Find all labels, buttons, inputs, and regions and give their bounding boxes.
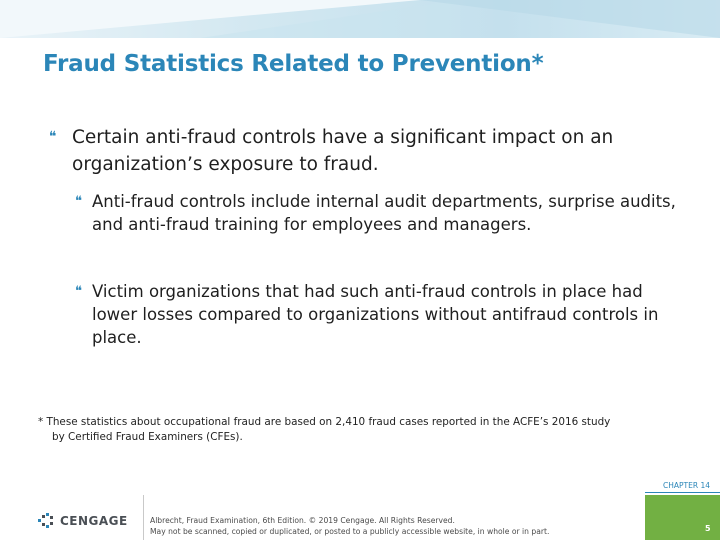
bullet-text: Victim organizations that had such anti-fraud controls in place had lower losses compared to organizations without antifraud controls in place. [92, 282, 659, 347]
fleuron-bullet-icon: ❝ [49, 129, 57, 145]
footnote [38, 415, 678, 445]
cengage-logo [36, 511, 128, 531]
page-number: 5 [705, 524, 711, 533]
bullet-text: Certain anti-fraud controls have a significant impact on an organization’s exposure to fraud. [72, 127, 614, 175]
fleuron-bullet-icon: ❝ [75, 284, 82, 299]
bullet-level2 [75, 280, 680, 349]
copyright-notice [150, 515, 549, 537]
footnote-line1: * These statistics about occupational fraud are based on 2,410 fraud cases reported in the ACFE’s 2016 study [38, 416, 611, 428]
logo-text: CENGAGE [60, 514, 128, 528]
chapter-label: CHAPTER 14 [663, 481, 710, 490]
copyright-line1: Albrecht, Fraud Examination, 6th Edition. © 2019 Cengage. All Rights Reserved. [150, 516, 455, 525]
footer-divider [143, 495, 144, 540]
bullet-text: Anti-fraud controls include internal audit departments, surprise audits, and anti-fraud training for employees and managers. [92, 192, 676, 234]
page-number-box [645, 495, 720, 540]
footnote-line2: by Certified Fraud Examiners (CFEs). [52, 431, 243, 443]
bullet-level1 [49, 124, 689, 178]
chapter-underline [645, 492, 720, 493]
bullet-level2 [75, 190, 680, 236]
copyright-line2: May not be scanned, copied or duplicated, or posted to a publicly accessible website, in whole or in part. [150, 527, 550, 536]
header-decorative-band [0, 0, 720, 38]
fleuron-bullet-icon: ❝ [75, 194, 82, 209]
cengage-logo-icon [36, 511, 56, 531]
slide-title: Fraud Statistics Related to Prevention* [43, 51, 544, 77]
